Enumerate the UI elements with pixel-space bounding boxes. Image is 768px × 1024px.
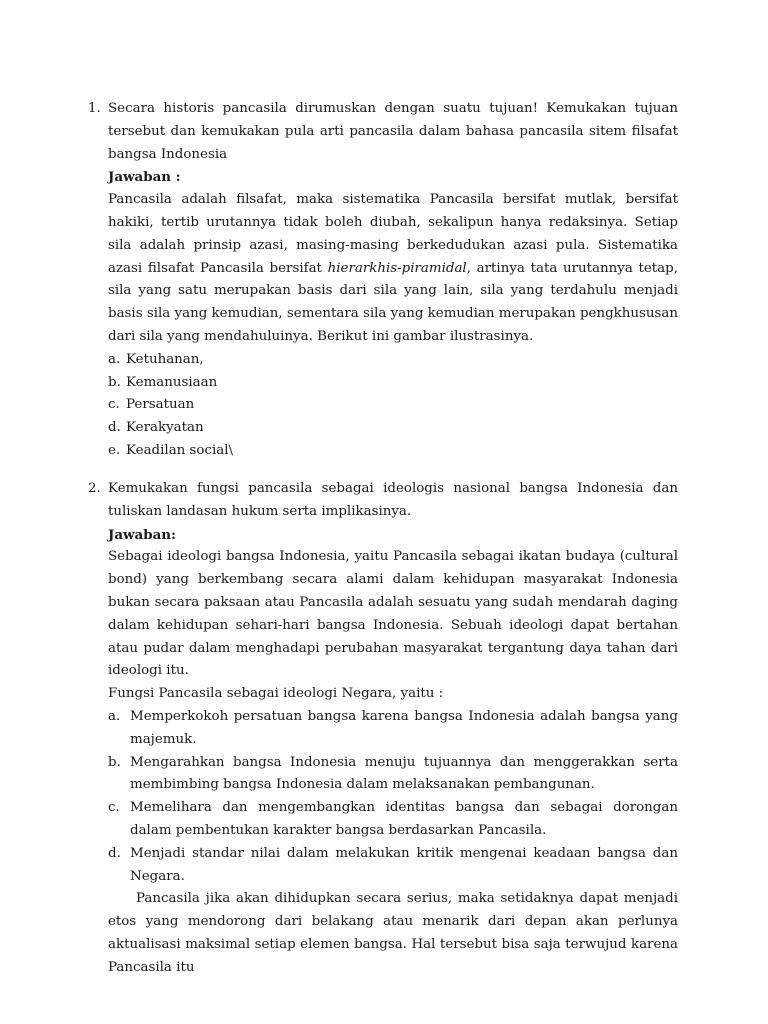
answer-label: Jawaban :: [108, 169, 181, 186]
question-number: 1.: [88, 101, 101, 116]
list-item: [108, 394, 678, 417]
question-2: [88, 478, 678, 980]
list-item-text: Memperkokoh persatuan bangsa karena bangsa Indonesia adalah bangsa yang majemuk.: [130, 708, 678, 747]
list-item: [88, 843, 678, 889]
answer-text-part1: Pancasila adalah filsafat, maka sistematika Pancasila bersifat mutlak, bersifat hakiki, tertib urutannya tidak boleh diubah, sekalipun hanya redaksinya. Setiap sila adalah prinsip azasi, masing-masing berkedudukan azasi pula. Sistematika azasi filsafat Pancasila bersifat: [108, 192, 678, 276]
list-item: [108, 372, 678, 395]
functions-intro: Fungsi Pancasila sebagai ideologi Negara, yaitu :: [108, 686, 444, 702]
list-item-letter: a.: [108, 351, 121, 367]
answer-text-part2: , artinya tata urutannya tetap, sila yang satu merupakan basis dari sila yang lain, sila yang terdahulu menjadi basis sila yang kemudian, sementara sila yang kemudian merupakan pengkhususan dari sila yang mendahuluinya. Berikut ini gambar ilustrasinya.: [108, 260, 678, 344]
list-item-letter: c.: [108, 397, 120, 413]
list-item-text: Kemanusiaan: [126, 374, 218, 390]
list-item-letter: d.: [108, 420, 121, 436]
question-text: Kemukakan fungsi pancasila sebagai ideologis nasional bangsa Indonesia dan tuliskan landasan hukum serta implikasinya.: [108, 481, 678, 519]
list-item-letter: b.: [108, 374, 121, 390]
question-number: 2.: [88, 481, 101, 496]
list-item-letter: a.: [108, 708, 121, 724]
answer-text: [108, 189, 678, 349]
list-item-text: Kerakyatan: [126, 420, 204, 436]
question-1: [88, 98, 678, 463]
list-item: [108, 349, 678, 372]
list-item: [108, 440, 678, 463]
list-item-letter: d.: [108, 845, 121, 861]
list-item: [108, 417, 678, 440]
list-item-text: Keadilan social\: [126, 442, 234, 458]
answer-italic-term: hierarkhis-piramidal: [327, 260, 467, 276]
list-item: [88, 706, 678, 752]
list-item-letter: b.: [108, 754, 121, 770]
list-item-text: Persatuan: [126, 397, 195, 413]
list-item-letter: e.: [108, 442, 121, 458]
list-item-text: Ketuhanan,: [126, 351, 204, 367]
list-item-letter: c.: [108, 800, 120, 816]
list-item-text: Mengarahkan bangsa Indonesia menuju tujuannya dan menggerakkan serta membimbing bangsa Indonesia dalam melaksanakan pembangunan.: [130, 754, 678, 793]
list-item-text: Menjadi standar nilai dalam melakukan kritik mengenai keadaan bangsa dan Negara.: [130, 845, 678, 884]
answer-text: Sebagai ideologi bangsa Indonesia, yaitu Pancasila sebagai ikatan budaya (cultural bond) yang berkembang secara alami dalam kehidupan masyarakat Indonesia bukan secara paksaan atau Pancasila adalah sesuatu yang sudah mendarah daging dalam kehidupan sehari-hari bangsa Indonesia. Sebuah ideologi dapat bertahan atau pudar dalam menghadapi perubahan masyarakat tergantung daya tahan dari ideologi itu.: [108, 549, 678, 679]
list-item: [88, 752, 678, 798]
question-text: Secara historis pancasila dirumuskan dengan suatu tujuan! Kemukakan tujuan tersebut dan kemukakan pula arti pancasila dalam bahasa pancasila sitem filsafat bangsa Indonesia: [108, 101, 678, 162]
list-item: [88, 797, 678, 843]
answer-label: Jawaban:: [108, 526, 176, 543]
list-item-text: Memelihara dan mengembangkan identitas bangsa dan sebagai dorongan dalam pembentukan karakter bangsa berdasarkan Pancasila.: [130, 800, 678, 838]
closing-paragraph: Pancasila jika akan dihidupkan secara serius, maka setidaknya dapat menjadi etos yang mendorong dari belakang atau menarik dari depan akan perlunya aktualisasi maksimal setiap elemen bangsa. Hal tersebut bisa saja terwujud karena Pancasila itu: [108, 891, 678, 975]
